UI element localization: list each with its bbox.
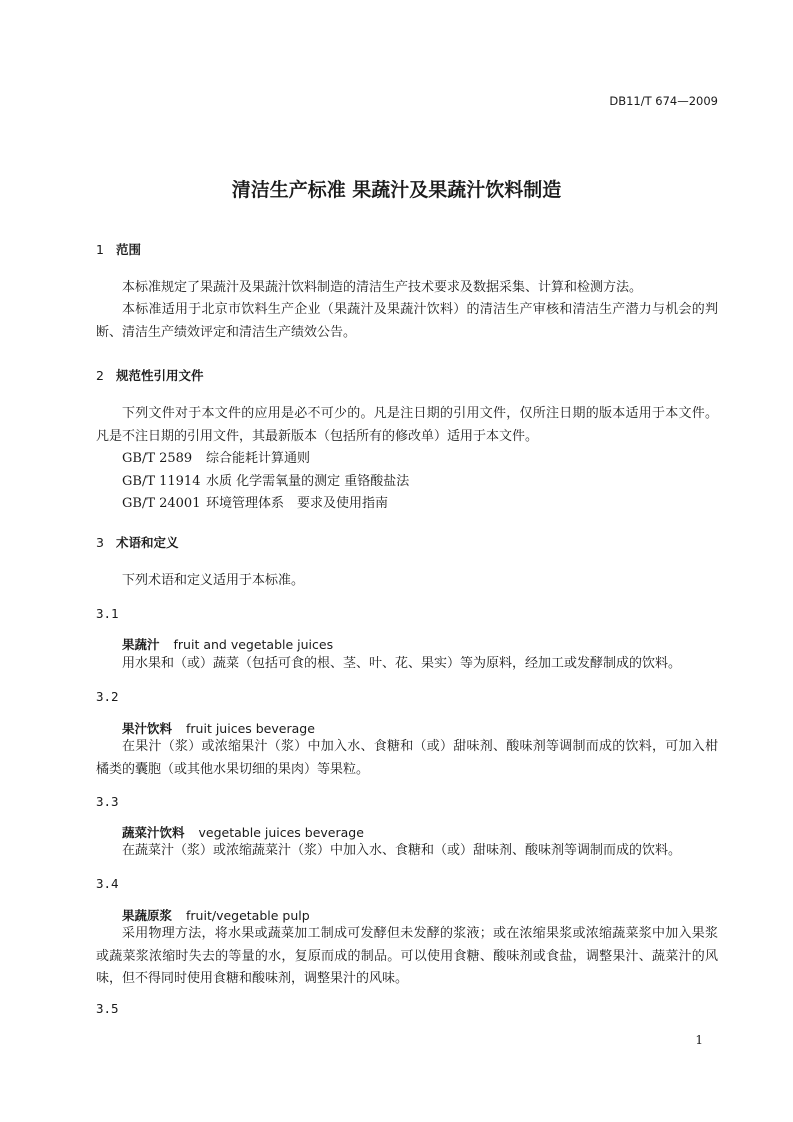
term-en: fruit and vegetable juices <box>173 637 334 652</box>
reference-title: 环境管理体系 要求及使用指南 <box>206 496 389 511</box>
reference-code: GB/T 2589 <box>122 451 193 466</box>
section-title: 术语和定义 <box>116 535 179 550</box>
paragraph: 下列术语和定义适用于本标准。 <box>122 573 305 588</box>
section-heading-scope <box>96 240 141 258</box>
term-definition: 采用物理方法，将水果或蔬菜加工制成可发酵但未发酵的浆液；或在浓缩果浆或浓缩蔬菜浆中加入果浆或蔬菜浆浓缩时失去的等量的水，复原而成的制品。可以使用食糖、酸味剂或食盐，调整果汁、蔬菜汁的风味，但不得同时使用食糖和酸味剂，调整果汁的风味。 <box>96 926 718 986</box>
term-zh: 果蔬汁 <box>122 637 160 652</box>
paragraph: 本标准规定了果蔬汁及果蔬汁饮料制造的清洁生产技术要求及数据采集、计算和检测方法。 <box>122 280 643 295</box>
term-definition: 在蔬菜汁（浆）或浓缩蔬菜汁（浆）中加入水、食糖和（或）甜味剂、酸味剂等调制而成的饮料。 <box>122 843 682 858</box>
term-entry <box>122 719 315 737</box>
term-zh: 蔬菜汁饮料 <box>122 825 185 840</box>
section-heading-normative-references <box>96 366 204 384</box>
reference-item <box>122 492 388 511</box>
clause-number: 3.2 <box>96 689 119 704</box>
clause-number: 3.4 <box>96 876 119 891</box>
section-number: 3 <box>96 535 104 550</box>
term-zh: 果蔬原浆 <box>122 908 173 923</box>
reference-title: 水质 化学需氧量的测定 重铬酸盐法 <box>206 474 410 489</box>
term-zh: 果汁饮料 <box>122 721 173 736</box>
reference-title: 综合能耗计算通则 <box>206 451 311 466</box>
paragraph: 本标准适用于北京市饮料生产企业（果蔬汁及果蔬汁饮料）的清洁生产审核和清洁生产潜力与机会的判断、清洁生产绩效评定和清洁生产绩效公告。 <box>96 302 718 340</box>
section-title: 范围 <box>116 242 142 257</box>
section-heading-terms-definitions <box>96 533 179 551</box>
clause-number: 3.5 <box>96 1001 119 1016</box>
page-title: 清洁生产标准 果蔬汁及果蔬汁饮料制造 <box>231 179 562 201</box>
page-number: 1 <box>695 1033 703 1047</box>
term-entry <box>122 823 364 841</box>
term-en: vegetable juices beverage <box>198 825 364 840</box>
reference-item <box>122 447 310 466</box>
reference-item <box>122 470 409 489</box>
term-entry <box>122 906 310 924</box>
reference-code: GB/T 24001 <box>122 496 201 511</box>
paragraph: 下列文件对于本文件的应用是必不可少的。凡是注日期的引用文件，仅所注日期的版本适用于本文件。凡是不注日期的引用文件，其最新版本（包括所有的修改单）适用于本文件。 <box>96 406 718 444</box>
document-code: DB11/T 674—2009 <box>609 94 718 108</box>
section-number: 1 <box>96 242 104 257</box>
clause-number: 3.1 <box>96 606 119 621</box>
term-en: fruit/vegetable pulp <box>186 908 310 923</box>
clause-number: 3.3 <box>96 794 119 809</box>
section-number: 2 <box>96 368 104 383</box>
section-title: 规范性引用文件 <box>116 368 204 383</box>
term-en: fruit juices beverage <box>186 721 315 736</box>
reference-code: GB/T 11914 <box>122 474 201 489</box>
term-definition: 用水果和（或）蔬菜（包括可食的根、茎、叶、花、果实）等为原料，经加工或发酵制成的饮料。 <box>122 656 682 671</box>
term-entry <box>122 635 333 653</box>
term-definition: 在果汁（浆）或浓缩果汁（浆）中加入水、食糖和（或）甜味剂、酸味剂等调制而成的饮料，可加入柑橘类的囊胞（或其他水果切细的果肉）等果粒。 <box>96 739 718 777</box>
